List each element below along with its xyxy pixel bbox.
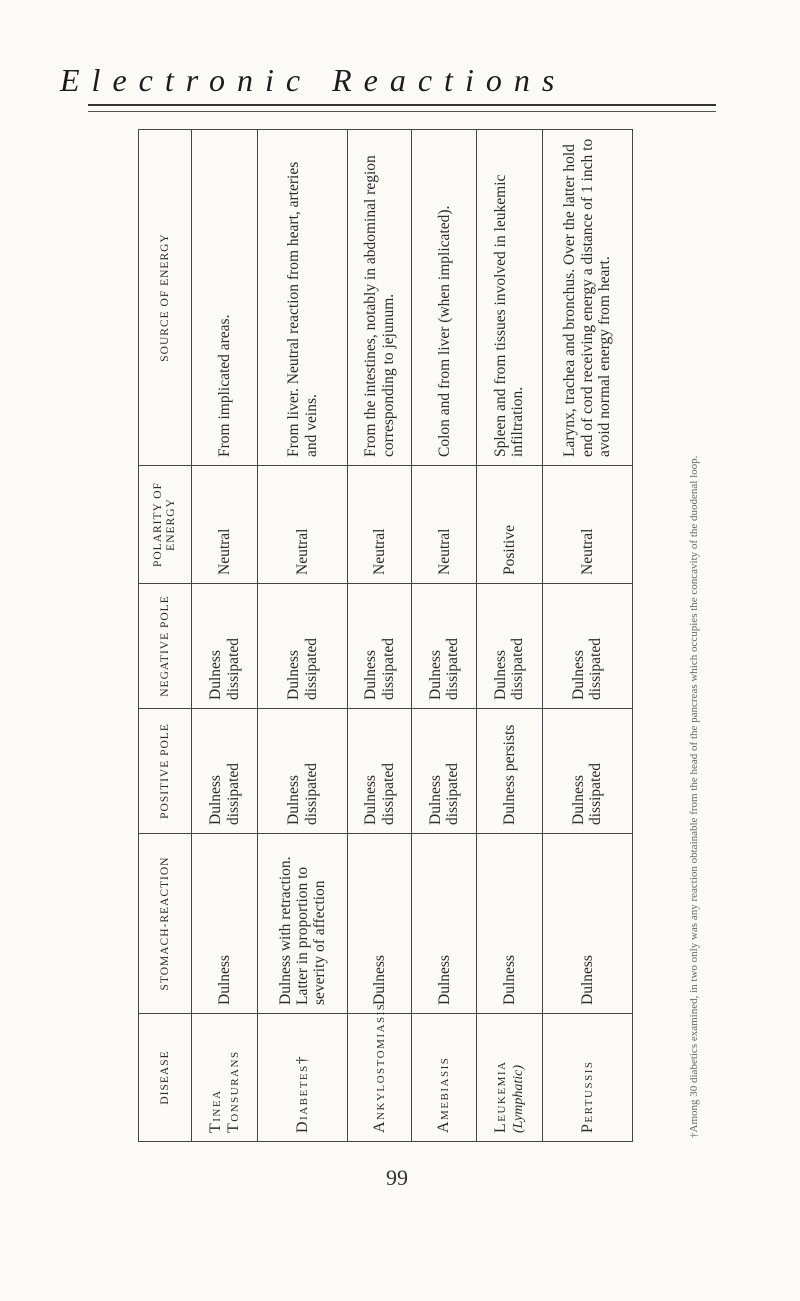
disease-name: Diabetes† bbox=[293, 1054, 311, 1133]
positive-pole-cell: Dulness dissipated bbox=[348, 709, 412, 834]
polarity-cell: Positive bbox=[476, 466, 542, 584]
header-stomach-reaction: STOMACH-REACTION bbox=[139, 834, 192, 1014]
rotated-table-container bbox=[138, 130, 633, 1142]
table-row bbox=[412, 130, 476, 1142]
header-rule-thin bbox=[88, 111, 716, 112]
source-cell: From liver. Neutral reaction from heart, arteries and veins. bbox=[258, 130, 348, 466]
polarity-cell: Neutral bbox=[412, 466, 476, 584]
disease-name: Tinea Tonsurans bbox=[206, 1050, 242, 1133]
stomach-cell: Dulness bbox=[348, 834, 412, 1014]
polarity-cell: Neutral bbox=[258, 466, 348, 584]
source-cell: From implicated areas. bbox=[192, 130, 258, 466]
footnote: †Among 30 diabetics examined, in two only was any reaction obtainable from the head of the pancreas which occupies the concavity of the duodenal loop. bbox=[688, 455, 700, 1138]
polarity-cell: Neutral bbox=[192, 466, 258, 584]
table-row bbox=[476, 130, 542, 1142]
stomach-cell: Dulness bbox=[476, 834, 542, 1014]
disease-name: Pertussis bbox=[578, 1060, 596, 1133]
source-cell: Larynx, trachea and bronchus. Over the latter hold end of cord receiving energy a distance of 1 inch to avoid normal energy from heart. bbox=[542, 130, 632, 466]
disease-name: Ankylostomiasis bbox=[370, 1002, 388, 1133]
positive-pole-cell: Dulness dissipated bbox=[412, 709, 476, 834]
header-disease: DISEASE bbox=[139, 1014, 192, 1142]
header-rule bbox=[88, 104, 716, 106]
table-row bbox=[348, 130, 412, 1142]
stomach-cell: Dulness with retraction. Latter in proportion to severity of affection bbox=[258, 834, 348, 1014]
positive-pole-cell: Dulness dissipated bbox=[542, 709, 632, 834]
header-positive-pole: POSITIVE POLE bbox=[139, 709, 192, 834]
table-row bbox=[258, 130, 348, 1142]
header-polarity: POLARITY OF ENERGY bbox=[139, 466, 192, 584]
disease-name: Amebiasis bbox=[435, 1056, 453, 1133]
polarity-cell: Neutral bbox=[348, 466, 412, 584]
header-negative-pole: NEGATIVE POLE bbox=[139, 584, 192, 709]
table-row bbox=[192, 130, 258, 1142]
stomach-cell: Dulness bbox=[542, 834, 632, 1014]
running-head: Electronic Reactions bbox=[60, 62, 567, 98]
disease-cell bbox=[192, 1014, 258, 1142]
positive-pole-cell: Dulness persists bbox=[476, 709, 542, 834]
reaction-table bbox=[138, 129, 633, 1142]
source-cell: Colon and from liver (when implicated). bbox=[412, 130, 476, 466]
source-cell: From the intestines, notably in abdominal region corresponding to jejunum. bbox=[348, 130, 412, 466]
table-header-row bbox=[139, 130, 192, 1142]
positive-pole-cell: Dulness dissipated bbox=[258, 709, 348, 834]
polarity-cell: Neutral bbox=[542, 466, 632, 584]
disease-subtype: (Lymphatic) bbox=[511, 1064, 527, 1133]
disease-name: Leukemia bbox=[491, 1060, 509, 1133]
disease-cell bbox=[412, 1014, 476, 1142]
negative-pole-cell: Dulness dissipated bbox=[476, 584, 542, 709]
header-source: SOURCE OF ENERGY bbox=[139, 130, 192, 466]
positive-pole-cell: Dulness dissipated bbox=[192, 709, 258, 834]
negative-pole-cell: Dulness dissipated bbox=[192, 584, 258, 709]
stomach-cell: Dulness bbox=[412, 834, 476, 1014]
source-cell: Spleen and from tissues involved in leukemic infiltration. bbox=[476, 130, 542, 466]
disease-cell bbox=[476, 1014, 542, 1142]
disease-cell bbox=[542, 1014, 632, 1142]
stomach-cell: Dulness bbox=[192, 834, 258, 1014]
negative-pole-cell: Dulness dissipated bbox=[258, 584, 348, 709]
negative-pole-cell: Dulness dissipated bbox=[348, 584, 412, 709]
disease-cell bbox=[258, 1014, 348, 1142]
negative-pole-cell: Dulness dissipated bbox=[412, 584, 476, 709]
table-row bbox=[542, 130, 632, 1142]
disease-cell bbox=[348, 1002, 412, 1142]
page-number: 99 bbox=[386, 1165, 408, 1190]
negative-pole-cell: Dulness dissipated bbox=[542, 584, 632, 709]
